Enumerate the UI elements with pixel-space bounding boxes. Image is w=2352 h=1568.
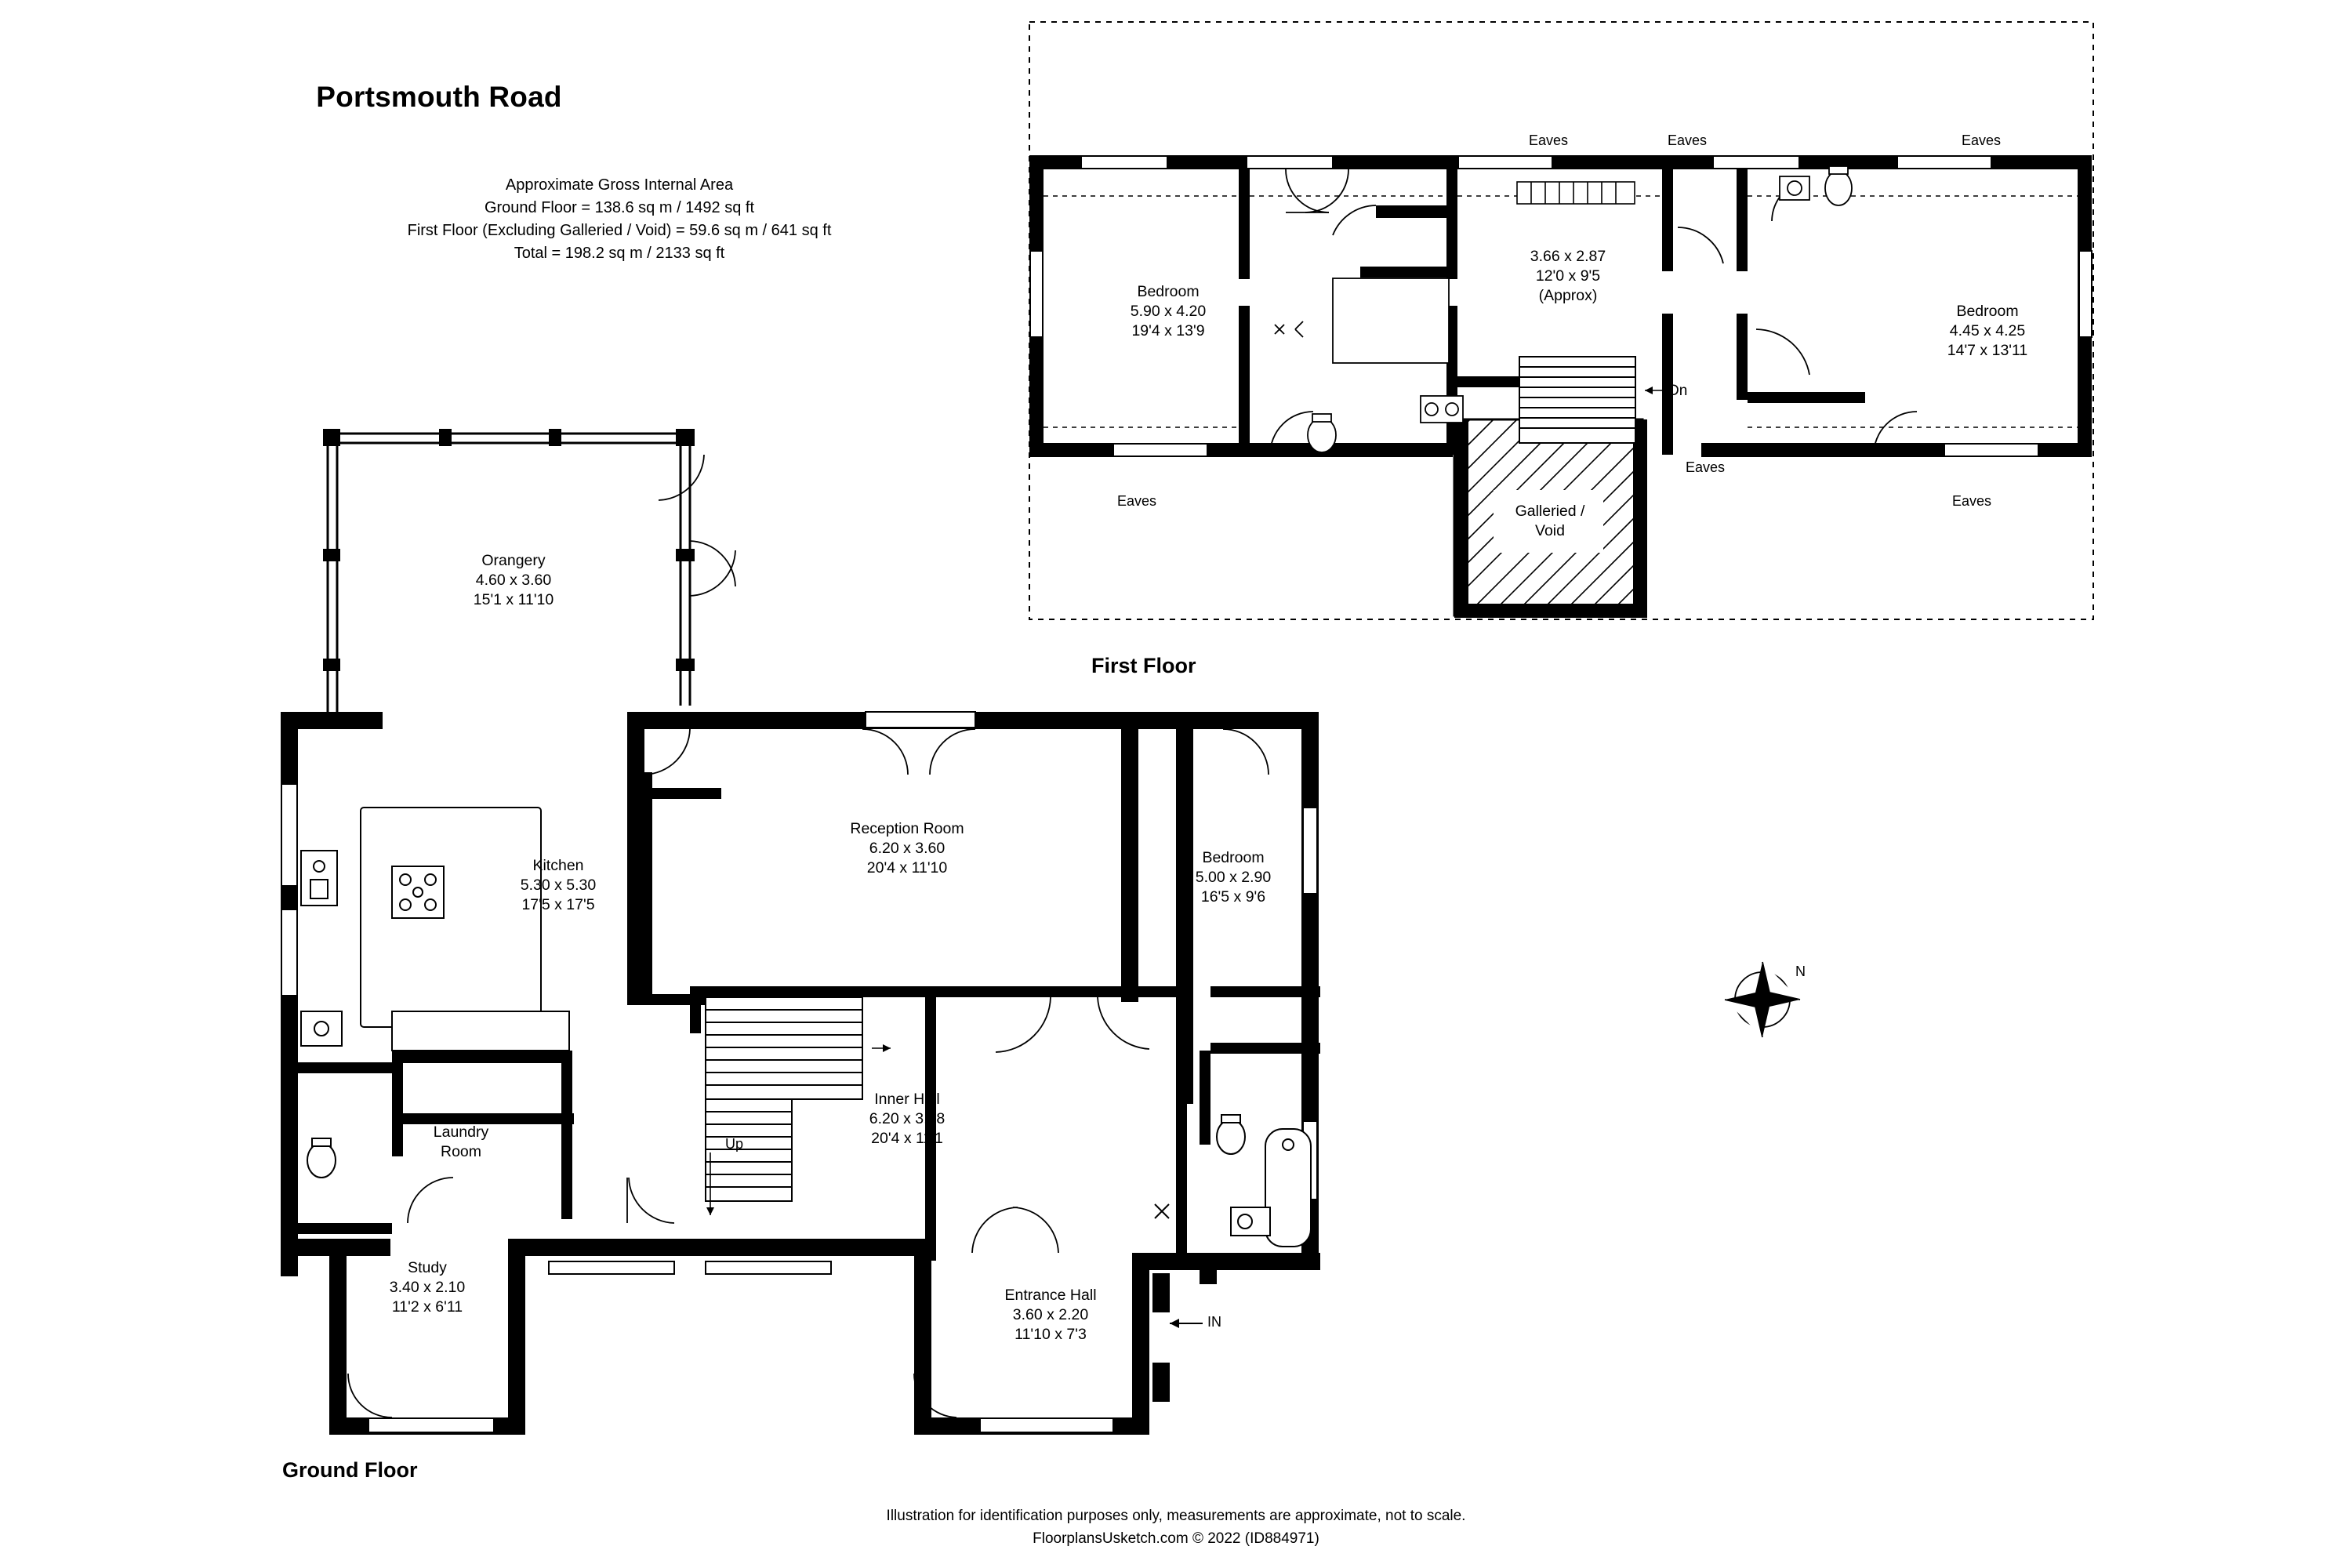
room-label-reception-room [850,819,964,878]
eaves-label-4: Eaves [1116,493,1157,509]
ground-floor-title: Ground Floor [282,1458,418,1482]
room-imperial: 20'4 x 11'1 [871,1129,943,1147]
room-name: Entrance Hall [1004,1287,1097,1304]
room-label-bedroom-2 [1947,302,2028,361]
stairs-up-label: Up [725,1136,744,1152]
room-imperial: 20'4 x 11'10 [866,858,948,877]
room-name: Laundry [433,1123,489,1141]
area-summary [408,174,832,265]
room-metric: 3.66 x 2.87 [1530,248,1606,265]
room-metric: 5.00 x 2.90 [1195,868,1272,886]
area-line-2: Ground Floor = 138.6 sq m / 1492 sq ft [484,199,755,216]
room-metric: 3.40 x 2.10 [389,1278,466,1296]
footer-line-1: Illustration for identification purposes only, measurements are approximate, not to scale. [886,1508,1466,1524]
compass-north-label: N [1795,964,1806,979]
room-metric: 6.20 x 3.60 [869,839,946,857]
room-metric: 5.30 x 5.30 [520,876,597,894]
page-title: Portsmouth Road [316,81,562,113]
area-line-1: Approximate Gross Internal Area [505,176,734,194]
room-metric: 3.60 x 2.20 [1012,1305,1089,1323]
room-label-study [390,1258,466,1317]
room-metric: 6.20 x 3.38 [869,1109,946,1127]
room-label-laundry-room [434,1123,488,1162]
room-name: Bedroom [1202,849,1265,866]
room-name: Reception Room [850,820,964,837]
room-imperial: 17'5 x 17'5 [521,895,595,913]
eaves-label-6: Eaves [1951,493,1992,509]
room-name-2: Room [440,1142,482,1160]
eaves-label-5: Eaves [1685,459,1726,475]
room-label-inner-hall [869,1090,946,1149]
area-line-4: Total = 198.2 sq m / 2133 sq ft [514,245,725,262]
room-note: (Approx) [1538,286,1598,304]
room-label-bedroom-ground [1196,848,1272,907]
footer-line-2: FloorplansUsketch.com © 2022 (ID884971) [1033,1530,1319,1547]
area-line-3: First Floor (Excluding Galleried / Void) = 59.6 sq m / 641 sq ft [407,222,832,239]
room-imperial: 14'7 x 13'11 [1947,341,2028,359]
room-imperial: 16'5 x 9'6 [1200,887,1266,906]
eaves-label-3: Eaves [1961,132,2002,148]
room-name: Study [408,1259,447,1276]
room-name-2: Void [1535,521,1565,539]
room-metric: 4.60 x 3.60 [475,571,552,589]
first-floor-title: First Floor [1091,654,1196,677]
room-label-kitchen [521,856,597,915]
room-imperial: 15'1 x 11'10 [473,590,554,608]
room-label-bedroom-1 [1131,282,1207,341]
footer-note [887,1505,1466,1550]
room-name: Kitchen [532,857,584,874]
room-name: Orangery [481,552,546,569]
room-metric: 5.90 x 4.20 [1130,302,1207,320]
stairs-down-label: Dn [1668,383,1688,399]
room-label-galleried-void [1515,502,1585,541]
eaves-label-2: Eaves [1667,132,1708,148]
entrance-in-label: IN [1207,1314,1221,1330]
room-label-orangery [474,551,554,610]
room-imperial: 11'2 x 6'11 [391,1298,463,1316]
eaves-label-1: Eaves [1528,132,1569,148]
room-imperial: 19'4 x 13'9 [1131,321,1205,339]
room-label-first-floor-approx [1530,247,1606,306]
room-name: Bedroom [1137,283,1200,300]
room-imperial: 12'0 x 9'5 [1535,267,1601,285]
room-name: Inner Hall [874,1091,940,1108]
room-name: Galleried / [1515,503,1585,520]
room-name: Bedroom [1956,303,2019,320]
room-imperial: 11'10 x 7'3 [1014,1325,1087,1343]
room-label-entrance-hall [1004,1286,1096,1345]
room-metric: 4.45 x 4.25 [1949,321,2026,339]
